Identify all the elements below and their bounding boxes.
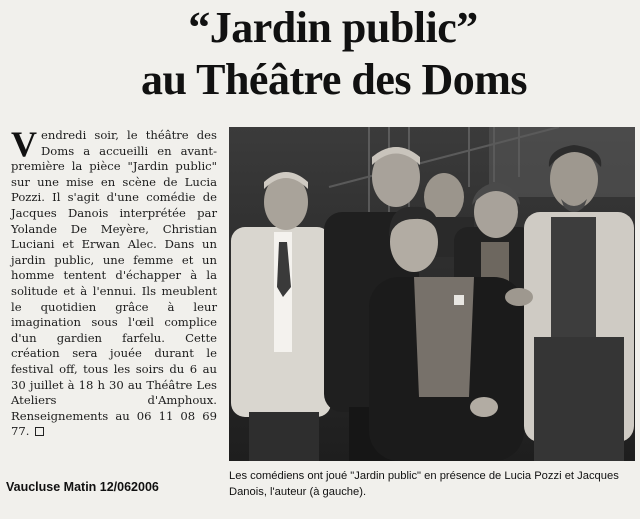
photo-caption: Les comédiens ont joué "Jardin public" en présence de Lucia Pozzi et Jacques Danois, l'auteur (à gauche).: [229, 470, 619, 498]
article-body: [11, 124, 217, 488]
article-text: endredi soir, le théâtre des Doms a accueilli en avant-première la pièce "Jardin public" sur une mise en scène de Lucia Pozzi. Il s'agit d'une comédie de Jacques Danois interprétée par Yolande De Meyère, Christian Luciani et Erwan Alec. Dans un jardin public, une femme et un homme tentent d'échapper à la solitude et à l'ennui. Ils meublent le quotidien grâce à leur imagination sous l'œil complice d'un gardien farfelu. Cette création sera jouée durant le festival off, tous les soirs du 6 au 30 juillet à 18 h 30 au Théâtre Les Ateliers d'Amphoux. Renseignements au 06 11 08 69 77.: [11, 128, 217, 439]
end-of-article-icon: [35, 427, 44, 436]
headline-line-1: “Jardin public”: [188, 3, 478, 52]
source-line: Vaucluse Matin 12/062006: [6, 480, 159, 494]
photo-illustration: [229, 127, 635, 461]
headline: [0, 3, 640, 104]
drop-cap: V: [11, 124, 37, 164]
headline-line-2: au Théâtre des Doms: [140, 55, 528, 104]
group-photo: [229, 127, 635, 461]
